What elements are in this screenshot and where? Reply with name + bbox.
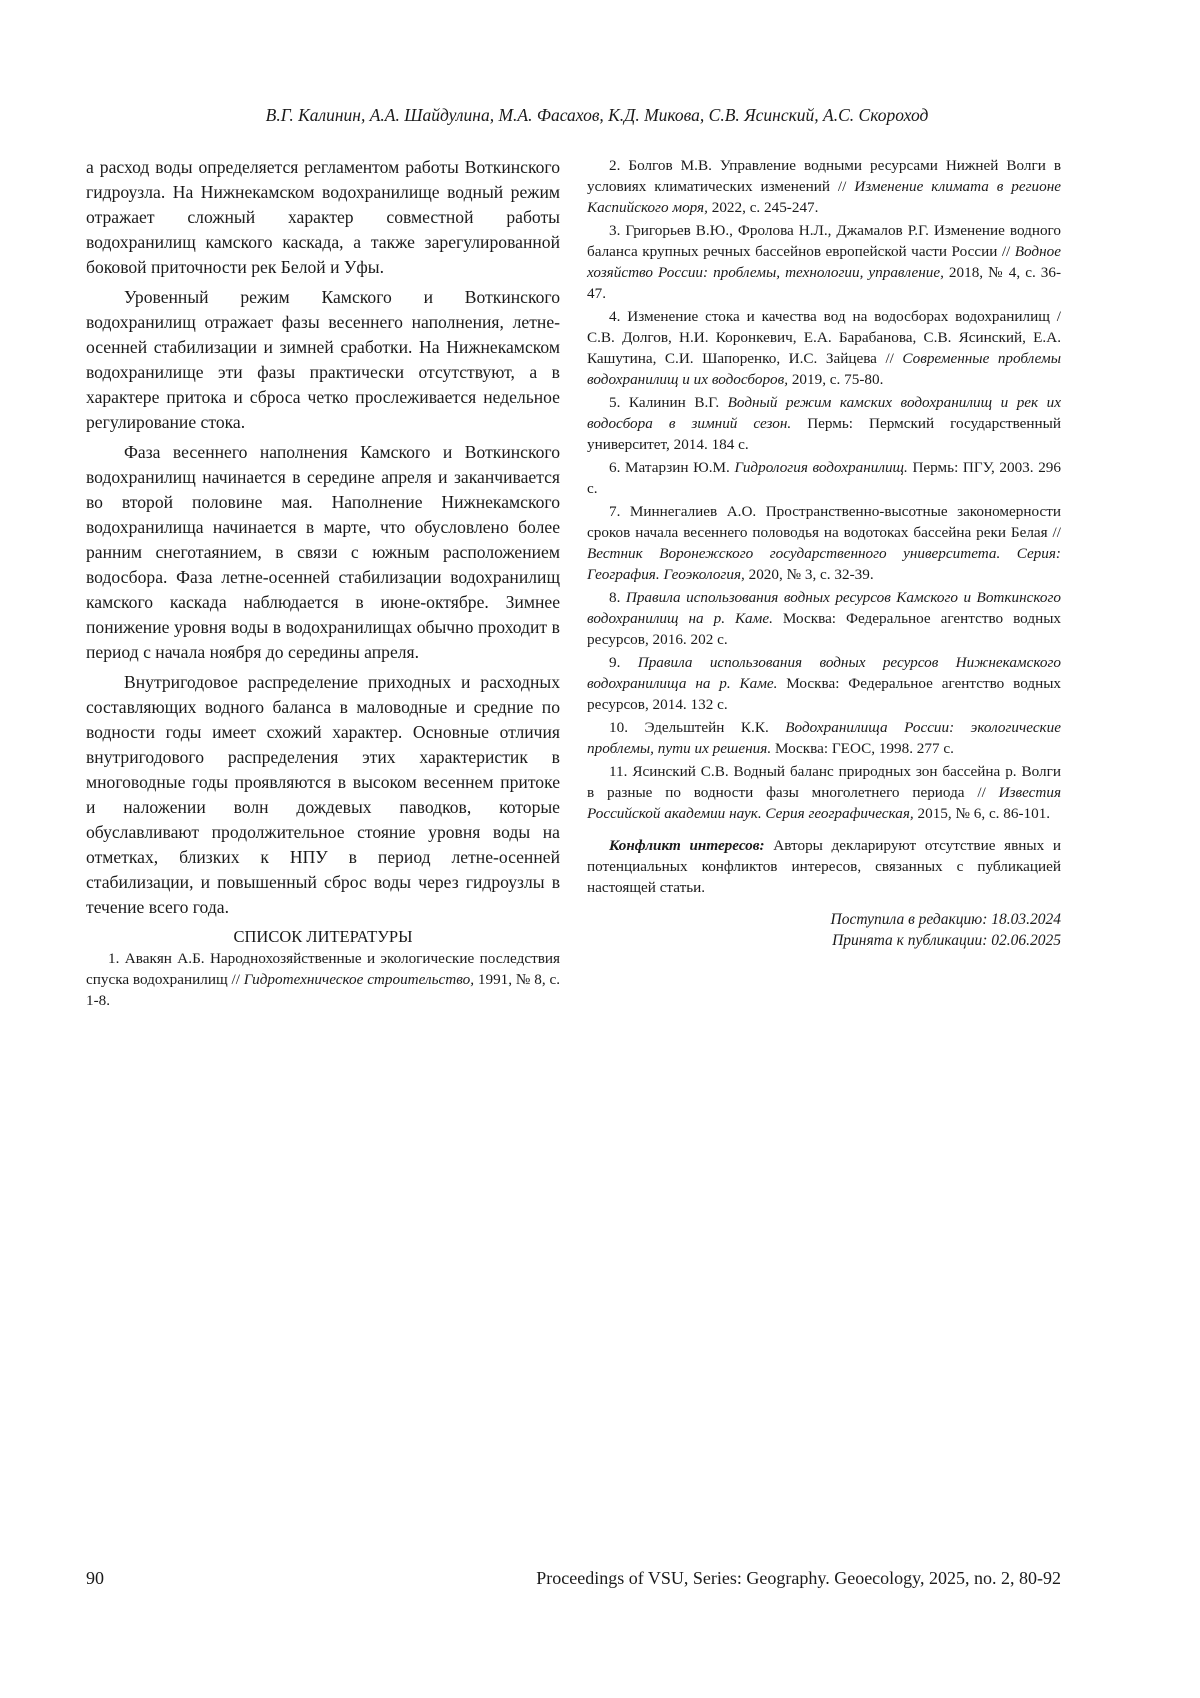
reference-item: 6. Матарзин Ю.М. Гидрология водохранилищ. Пермь: ПГУ, 2003. 296 с. (587, 459, 1061, 497)
body-paragraph: Уровенный режим Камского и Воткинского водохранилищ отражает фазы весеннего наполнения, летне-осенней стабилизации и зимней сработки. На Нижнекамском водохранилище эти фазы практически отсутствуют, а в характере притока и сброса четко прослеживается недельное регулирование стока. (86, 287, 560, 432)
reference-item: 8. Правила использования водных ресурсов Камского и Воткинского водохранилищ на р. Каме. Москва: Федеральное агентство водных ресурсов, 2016. 202 с. (587, 589, 1062, 648)
reference-item: 9. Правила использования водных ресурсов Нижнекамского водохранилища на р. Каме. Москва: Федеральное агентство водных ресурсов, 2014. 132 с. (587, 654, 1061, 713)
running-head: В.Г. Калинин, А.А. Шайдулина, М.А. Фасахов, К.Д. Микова, С.В. Ясинский, А.С. Скороход (265, 105, 929, 125)
accepted-date: Принята к публикации: 02.06.2025 (832, 932, 1061, 949)
right-column (587, 155, 1061, 951)
reference-item: 11. Ясинский С.В. Водный баланс природных зон бассейна р. Волги в разные по водности фазы многолетнего периода // Известия Российской академии наук. Серия географическая, 2015, № 6, с. 86-101. (587, 763, 1061, 822)
reference-item: 2. Болгов М.В. Управление водными ресурсами Нижней Волги в условиях климатических изменений // Изменение климата в регионе Каспийского моря, 2022, с. 245-247. (587, 157, 1061, 216)
article-dates (587, 909, 1061, 951)
reference-item: 1. Авакян А.Б. Народнохозяйственные и экологические последствия спуска водохранилищ // Гидротехническое строительство, 1991, № 8, с. 1-8. (86, 950, 560, 1009)
page-number: 90 (86, 1568, 104, 1588)
body-paragraph: Внутригодовое распределение приходных и расходных составляющих водного баланса в маловодные и средние по водности годы имеет схожий характер. Основные отличия внутригодового распределения этих характеристик в многоводные годы проявляются в высоком весеннем притоке и наложении волн дождевых паводков, которые обуславливают продолжительное стояние уровня воды на отметках, близких к НПУ в период летне-осенней стабилизации, и повышенный сброс воды через гидроузлы в течение всего года. (86, 672, 560, 917)
conflict-text: Авторы декларируют отсутствие явных и потенциальных конфликтов интересов, связанных с публикацией настоящей статьи. (587, 837, 1061, 896)
reference-item: 7. Миннегалиев А.О. Пространственно-высотные закономерности сроков начала весеннего половодья на водотоках бассейна реки Белая // Вестник Воронежского государственного университета. Серия: География. Геоэкология, 2020, № 3, с. 32-39. (587, 503, 1061, 583)
left-column (86, 155, 560, 1011)
reference-item: 5. Калинин В.Г. Водный режим камских водохранилищ и рек их водосбора в зимний сезон. Пермь: Пермский государственный университет, 2014. 184 с. (587, 394, 1061, 453)
conflict-label: Конфликт интересов: (609, 837, 765, 854)
body-paragraph: а расход воды определяется регламентом работы Воткинского гидроузла. На Нижнекамском водохранилище водный режим отражает сложный характер совместной работы водохранилищ камского каскада, а также зарегулированной боковой приточности рек Белой и Уфы. (86, 157, 560, 277)
journal-footer: Proceedings of VSU, Series: Geography. Geoecology, 2025, no. 2, 80-92 (536, 1568, 1061, 1588)
body-paragraph: Фаза весеннего наполнения Камского и Воткинского водохранилищ начинается в середине апреля и заканчивается во второй половине мая. Наполнение Нижнекамского водохранилища начинается в марте, что обусловлено более ранним снеготаянием, в связи с южным расположением водосбора. Фаза летне-осенней стабилизации водохранилищ камского каскада наблюдается в июне-октябре. Зимнее понижение уровня воды в водохранилищах обычно проходит в период с начала ноября до середины апреля. (86, 442, 560, 662)
conflict-of-interest (587, 835, 1061, 898)
reference-item: 10. Эдельштейн К.К. Водохранилища России: экологические проблемы, пути их решения. Москва: ГЕОС, 1998. 277 с. (587, 719, 1061, 757)
reference-item: 3. Григорьев В.Ю., Фролова Н.Л., Джамалов Р.Г. Изменение водного баланса крупных речных бассейнов европейской части России // Водное хозяйство России: проблемы, технологии, управление, 2018, № 4, с. 36-47. (587, 222, 1061, 302)
reference-item: 4. Изменение стока и качества вод на водосборах водохранилищ / С.В. Долгов, Н.И. Коронкевич, Е.А. Барабанова, С.В. Ясинский, Е.А. Кашутина, С.И. Шапоренко, И.С. Зайцева // Современные проблемы водохранилищ и их водосборов, 2019, с. 75-80. (587, 308, 1062, 388)
received-date: Поступила в редакцию: 18.03.2024 (830, 911, 1061, 928)
references-heading: СПИСОК ЛИТЕРАТУРЫ (233, 927, 413, 946)
